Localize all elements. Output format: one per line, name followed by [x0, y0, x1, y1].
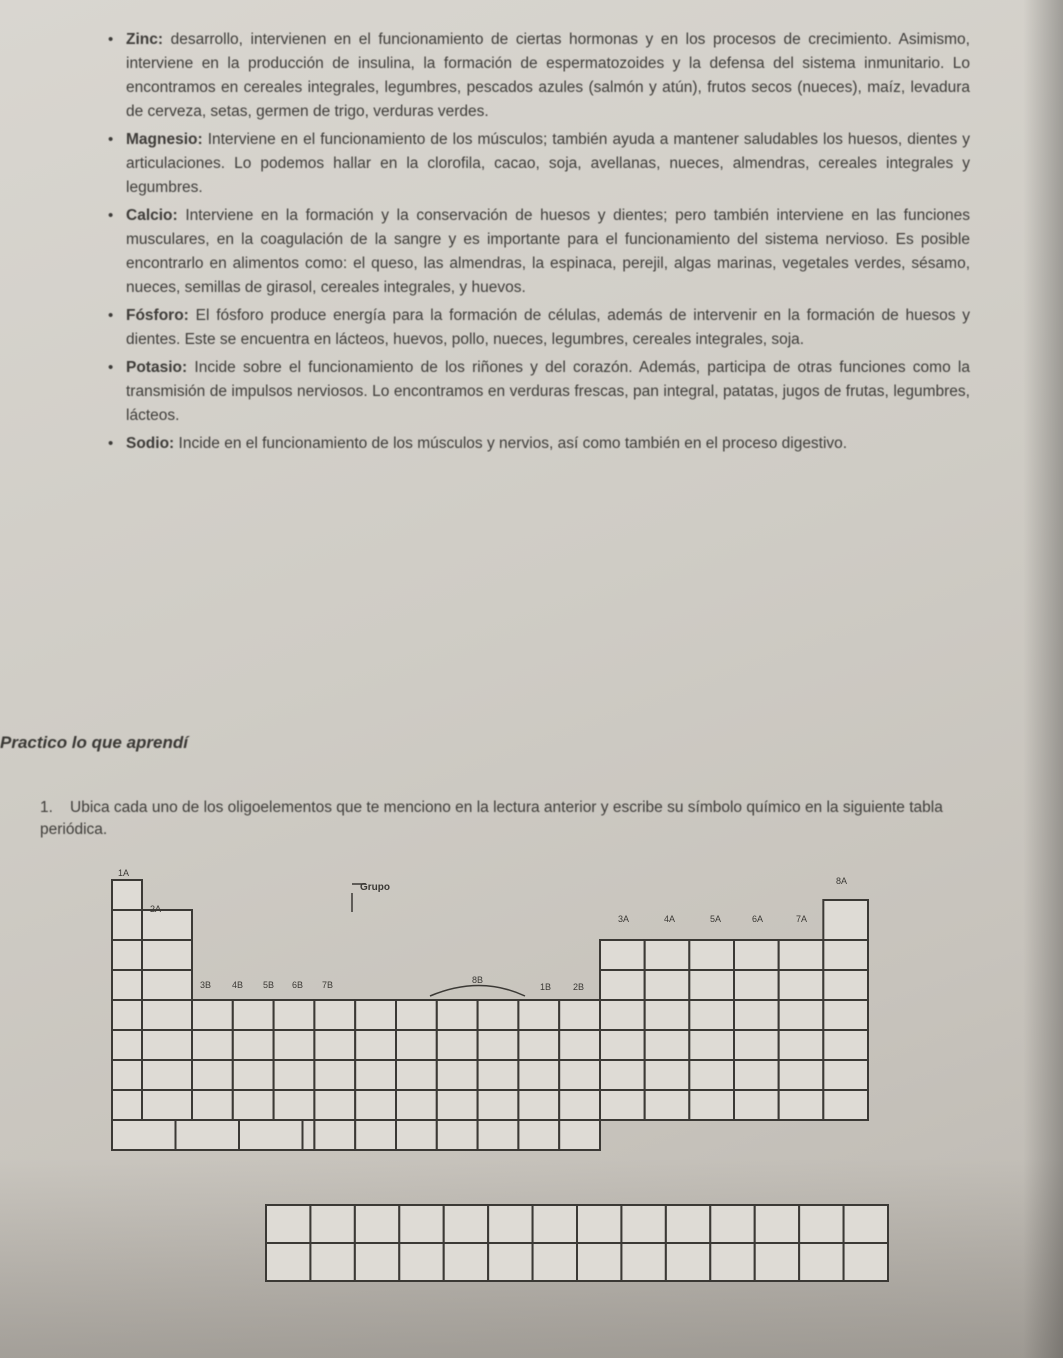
table-cell[interactable] — [233, 1090, 274, 1120]
table-cell[interactable] — [478, 1120, 519, 1150]
f-block-cell[interactable] — [266, 1243, 310, 1281]
table-cell[interactable] — [112, 1030, 142, 1060]
table-cell[interactable] — [233, 1030, 274, 1060]
table-cell[interactable] — [518, 1000, 559, 1030]
table-cell[interactable] — [600, 1090, 645, 1120]
f-block-cell[interactable] — [710, 1243, 754, 1281]
table-cell[interactable] — [396, 1120, 437, 1150]
term-potasio: Potasio: — [126, 359, 188, 376]
label-4a: 4A — [664, 914, 676, 924]
f-block-cell[interactable] — [621, 1205, 665, 1243]
table-cell[interactable] — [823, 1060, 868, 1090]
table-cell[interactable] — [689, 1090, 734, 1120]
term-magnesio: Magnesio: — [126, 131, 203, 148]
table-cell[interactable] — [355, 1060, 396, 1090]
table-cell[interactable] — [437, 1090, 478, 1120]
table-cell[interactable] — [518, 1030, 559, 1060]
group-title: Grupo — [360, 882, 390, 893]
term-zinc: Zinc: — [126, 31, 164, 48]
table-cell[interactable] — [239, 1120, 303, 1150]
text-potasio: Incide sobre el funcionamiento de los riñones y del corazón. Además, participa de otras funciones como la transmisión de impulsos nerviosos. Lo encontramos en verduras frescas, pan integral, patatas, jugos de frutas, legumbres, lácteos. — [126, 359, 970, 424]
table-cell[interactable] — [142, 970, 192, 1000]
table-cell[interactable] — [779, 940, 824, 970]
label-1a: 1A — [118, 868, 130, 878]
table-cell[interactable] — [559, 1120, 600, 1150]
table-cell[interactable] — [734, 1000, 779, 1030]
table-cell[interactable] — [478, 1000, 519, 1030]
table-cell[interactable] — [559, 1030, 600, 1060]
text-magnesio: Interviene en el funcionamiento de los músculos; también ayuda a mantener saludables los huesos, dientes y articulaciones. Lo podemos hallar en la clorofila, cacao, soja, avellanas, nueces, almendras, cereales integrales y legumbres. — [126, 131, 971, 196]
table-cell[interactable] — [559, 1000, 600, 1030]
table-cell[interactable] — [112, 1060, 142, 1090]
table-cell[interactable] — [478, 1060, 519, 1090]
table-cell[interactable] — [112, 970, 142, 1000]
f-block-cell[interactable] — [310, 1243, 354, 1281]
table-cell[interactable] — [314, 1030, 355, 1060]
table-cell[interactable] — [518, 1120, 559, 1150]
table-cell[interactable] — [112, 880, 142, 910]
label-1b: 1B — [540, 982, 552, 992]
table-cell[interactable] — [779, 1090, 824, 1120]
table-cell[interactable] — [274, 1030, 315, 1060]
table-cell[interactable] — [823, 1090, 868, 1120]
table-cell[interactable] — [734, 1090, 779, 1120]
table-cell[interactable] — [112, 1120, 176, 1150]
label-6a: 6A — [752, 914, 764, 924]
table-cell[interactable] — [274, 1000, 315, 1030]
table-cell[interactable] — [689, 970, 734, 1000]
table-cell[interactable] — [176, 1120, 240, 1150]
table-cell[interactable] — [192, 1060, 233, 1090]
f-block-cell[interactable] — [844, 1205, 888, 1243]
table-cell[interactable] — [600, 1030, 645, 1060]
table-cell[interactable] — [112, 1090, 142, 1120]
text-calcio: Interviene en la formación y la conservación de huesos y dientes; pero también interviene en las funciones musculares, en la coagulación de la sangre y es importante para el funcionamiento del sistema nervioso. Es posible encontrarlo en alimentos como: el queso, las almendras, la espinaca, perejil, algas marinas, vegetales verdes, sésamo, nueces, semillas de girasol, cereales integrales, y huevos. — [126, 207, 971, 296]
f-block-cell[interactable] — [355, 1243, 399, 1281]
f-block-cell[interactable] — [355, 1205, 399, 1243]
f-block-cell[interactable] — [799, 1205, 843, 1243]
f-block-cell[interactable] — [266, 1205, 310, 1243]
f-block-cell[interactable] — [755, 1205, 799, 1243]
table-cell[interactable] — [437, 1060, 478, 1090]
table-cell[interactable] — [645, 1000, 690, 1030]
table-cell[interactable] — [142, 910, 192, 940]
table-cell[interactable] — [355, 1120, 396, 1150]
table-cell[interactable] — [142, 1060, 192, 1090]
table-cell[interactable] — [274, 1060, 315, 1090]
term-sodio: Sodio: — [126, 435, 175, 452]
table-cell[interactable] — [192, 1090, 233, 1120]
term-calcio: Calcio: — [126, 207, 178, 224]
table-cell[interactable] — [689, 1060, 734, 1090]
table-cell[interactable] — [142, 1090, 192, 1120]
label-7b: 7B — [322, 980, 334, 990]
label-2a: 2A — [150, 904, 162, 914]
table-cell[interactable] — [734, 1030, 779, 1060]
table-cell[interactable] — [779, 970, 824, 1000]
table-cell[interactable] — [112, 940, 142, 970]
table-cell[interactable] — [112, 910, 142, 940]
f-block-cell[interactable] — [399, 1243, 443, 1281]
text-fosforo: El fósforo produce energía para la formación de células, además de intervenir en la formación de huesos y dientes. Este se encuentra en lácteos, huevos, pollo, nueces, legumbres, cereales integrales, soja. — [126, 307, 970, 348]
table-cell[interactable] — [355, 1000, 396, 1030]
label-8a: 8A — [836, 876, 848, 886]
term-fosforo: Fósforo: — [126, 307, 189, 324]
label-7a: 7A — [796, 914, 808, 924]
table-cell[interactable] — [779, 1030, 824, 1060]
label-4b: 4B — [232, 980, 244, 990]
label-3a: 3A — [618, 914, 630, 924]
f-block-cell[interactable] — [444, 1205, 488, 1243]
table-cell[interactable] — [689, 1030, 734, 1060]
table-cell[interactable] — [396, 1030, 437, 1060]
table-cell[interactable] — [645, 1060, 690, 1090]
table-cell[interactable] — [600, 1000, 645, 1030]
f-block-cell[interactable] — [666, 1205, 710, 1243]
table-cell[interactable] — [274, 1090, 315, 1120]
table-cell[interactable] — [314, 1060, 355, 1090]
f-block-cell[interactable] — [399, 1205, 443, 1243]
table-cell[interactable] — [518, 1060, 559, 1090]
f-block-cell[interactable] — [533, 1205, 577, 1243]
label-3b: 3B — [200, 980, 212, 990]
table-cell[interactable] — [600, 1060, 645, 1090]
table-cell[interactable] — [437, 1030, 478, 1060]
table-cell[interactable] — [355, 1090, 396, 1120]
table-cell[interactable] — [142, 1000, 192, 1030]
label-2b: 2B — [573, 982, 585, 992]
label-5a: 5A — [710, 914, 722, 924]
f-block-cells — [266, 1205, 888, 1281]
table-cell[interactable] — [645, 940, 690, 970]
table-cell[interactable] — [314, 1120, 355, 1150]
table-cell[interactable] — [192, 1030, 233, 1060]
table-cell[interactable] — [734, 940, 779, 970]
table-cell[interactable] — [233, 1060, 274, 1090]
table-cell[interactable] — [142, 1030, 192, 1060]
table-cell[interactable] — [823, 900, 868, 940]
group-8b-bracket — [430, 986, 525, 997]
f-block-cell[interactable] — [444, 1243, 488, 1281]
label-6b: 6B — [292, 980, 304, 990]
table-cell[interactable] — [192, 1000, 233, 1030]
table-cell[interactable] — [396, 1060, 437, 1090]
table-cell[interactable] — [689, 1000, 734, 1030]
f-block-cell[interactable] — [799, 1243, 843, 1281]
f-block-cell[interactable] — [533, 1243, 577, 1281]
exercise-text: Ubica cada uno de los oligoelementos que te menciono en la lectura anterior y escribe su símbolo químico en la siguiente tabla periódica. — [40, 799, 943, 838]
table-cell[interactable] — [734, 1060, 779, 1090]
table-cell[interactable] — [314, 1000, 355, 1030]
table-cell[interactable] — [823, 1030, 868, 1060]
label-8b: 8B — [472, 975, 484, 985]
f-block-cell[interactable] — [844, 1243, 888, 1281]
table-cell[interactable] — [734, 970, 779, 1000]
table-cell[interactable] — [518, 1090, 559, 1120]
f-block-cell[interactable] — [577, 1243, 621, 1281]
table-cell[interactable] — [355, 1030, 396, 1060]
table-cell[interactable] — [437, 1120, 478, 1150]
table-cell[interactable] — [645, 1030, 690, 1060]
f-block-cell[interactable] — [488, 1205, 532, 1243]
table-cell[interactable] — [478, 1030, 519, 1060]
f-block-cell[interactable] — [621, 1243, 665, 1281]
table-cell[interactable] — [559, 1090, 600, 1120]
table-cell[interactable] — [823, 1000, 868, 1030]
f-block-cell[interactable] — [755, 1243, 799, 1281]
text-sodio: Incide en el funcionamiento de los músculos y nervios, así como también en el proceso digestivo. — [178, 435, 848, 452]
table-cell[interactable] — [779, 1060, 824, 1090]
table-cell[interactable] — [478, 1090, 519, 1120]
table-cell[interactable] — [314, 1090, 355, 1120]
table-cell[interactable] — [142, 940, 192, 970]
table-cell[interactable] — [233, 1000, 274, 1030]
f-block-cell[interactable] — [310, 1205, 354, 1243]
table-cell[interactable] — [396, 1090, 437, 1120]
f-block-cell[interactable] — [710, 1205, 754, 1243]
table-cell[interactable] — [689, 940, 734, 970]
table-cell[interactable] — [437, 1000, 478, 1030]
table-cell[interactable] — [600, 940, 645, 970]
table-cell[interactable] — [559, 1060, 600, 1090]
table-cell[interactable] — [600, 970, 645, 1000]
f-block-cell[interactable] — [488, 1243, 532, 1281]
f-block-cell[interactable] — [577, 1205, 621, 1243]
table-cell[interactable] — [645, 970, 690, 1000]
text-zinc: desarrollo, intervienen en el funcionamiento de ciertas hormonas y en los procesos de crecimiento. Asimismo, interviene en la producción de insulina, la formación de espermatozoides y la defensa del sistema inmunitario. Lo encontramos en cereales integrales, legumbres, pescados azules (salmón y atún), frutos secos (nueces), maíz, levadura de cerveza, setas, germen de trigo, verduras verdes. — [126, 31, 970, 120]
label-5b: 5B — [263, 980, 275, 990]
section-title: Practico lo que aprendí — [0, 733, 188, 752]
f-block-cell[interactable] — [666, 1243, 710, 1281]
table-cell[interactable] — [779, 1000, 824, 1030]
table-cell[interactable] — [112, 1000, 142, 1030]
table-cell[interactable] — [645, 1090, 690, 1120]
table-cell[interactable] — [396, 1000, 437, 1030]
exercise-number: 1. — [40, 799, 53, 816]
table-cell[interactable] — [823, 940, 868, 970]
table-cell[interactable] — [823, 970, 868, 1000]
